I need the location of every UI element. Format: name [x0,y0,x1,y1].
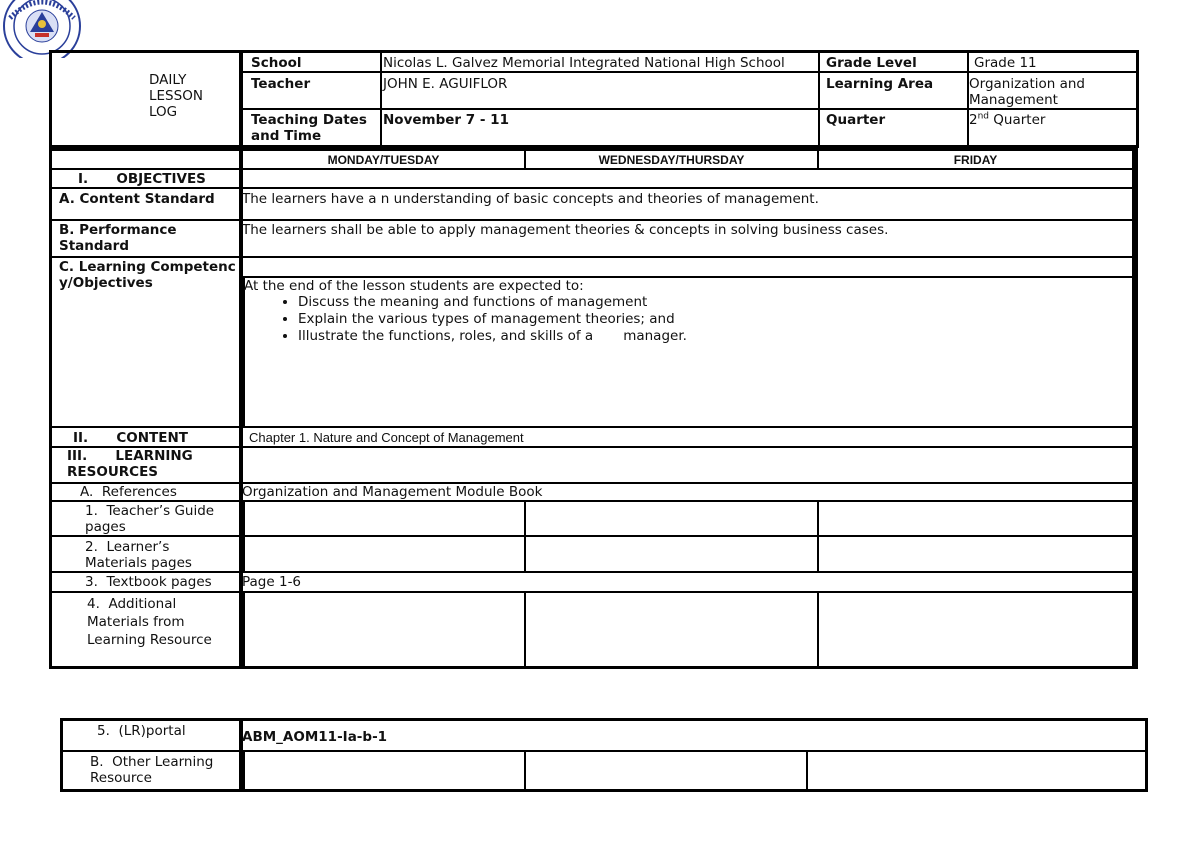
teaching-dates-value: November 7 - 11 [383,112,509,128]
other-learning-resource-label: B. Other Learning Resource [90,754,218,786]
day-header-wednesday-thursday: WEDNESDAY/THURSDAY [598,153,745,167]
competency-item: • Illustrate the functions, roles, and skills of a manager. [298,328,1124,345]
quarter-label: Quarter [826,112,886,128]
learning-area-value: Organization and Management [969,76,1085,108]
competency-item: • Explain the various types of management theories; and [298,311,1124,328]
grade-level-value: Grade 11 [974,55,1037,71]
learning-area-label: Learning Area [826,76,934,92]
day-header-friday: FRIDAY [953,153,998,167]
teacher-value: JOHN E. AGUIFLOR [383,76,508,92]
references-value: Organization and Management Module Book [242,484,543,500]
performance-standard-label: B. Performance Standard [59,222,177,254]
daily-lesson-log-title: DAILY LESSON LOG [149,72,203,120]
competency-list [244,294,1124,345]
teacher-label: Teacher [251,76,311,92]
content-heading: II. CONTENT [73,430,188,446]
teaching-dates-label: Teaching Dates and Time [251,112,367,144]
objectives-heading: I. OBJECTIVES [78,171,206,187]
competency-item: • Discuss the meaning and functions of management [298,294,1124,311]
learning-resources-heading: III. LEARNING RESOURCES [67,448,198,480]
school-value: Nicolas L. Galvez Memorial Integrated National High School [383,55,785,71]
content-standard-value: The learners have a n understanding of basic concepts and theories of management. [242,191,819,207]
teachers-guide-label: 1. Teacher’s Guide pages [85,503,219,535]
performance-standard-value: The learners shall be able to apply management theories & concepts in solving business cases. [242,222,889,238]
textbook-pages-label: 3. Textbook pages [85,574,212,590]
school-label: School [251,55,302,71]
lr-portal-label: 5. (LR)portal [97,723,186,739]
grade-level-label: Grade Level [826,55,917,71]
day-header-monday-tuesday: MONDAY/TUESDAY [327,153,440,167]
content-standard-label: A. Content Standard [59,191,215,207]
textbook-pages-value: Page 1-6 [242,574,302,590]
content-value: Chapter 1. Nature and Concept of Management [249,430,524,445]
references-label: A. References [80,484,177,500]
learners-materials-label: 2. Learner’s Materials pages [85,539,192,571]
additional-materials-label: 4. Additional Materials from Learning Resource [87,596,212,648]
competency-intro: At the end of the lesson students are expected to: [244,278,584,294]
lr-portal-value: ABM_AOM11-Ia-b-1 [242,729,388,745]
learning-competency-label: C. Learning Competency/Objectives [59,259,236,291]
learning-competency-cell [244,278,1124,345]
quarter-value: 2nd Quarter [969,111,1046,128]
